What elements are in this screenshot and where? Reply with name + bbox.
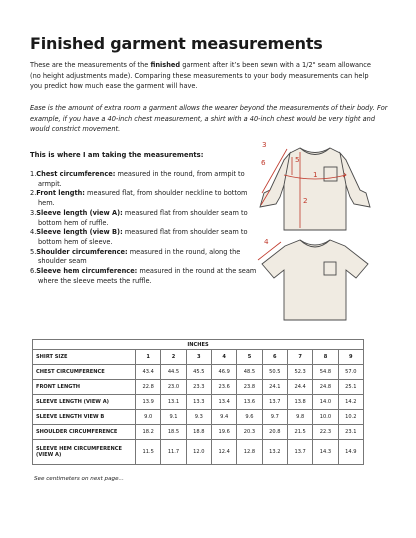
- label-3: 3: [262, 140, 267, 149]
- table-row: SHIRT SIZE 1 2 3 4 5 6 7 8 9: [33, 350, 364, 365]
- list-item: 3.Sleeve length (view A): measured flat from shoulder seam to bottom hem of ruffle.: [30, 208, 248, 227]
- table-row: SLEEVE HEM CIRCUMFERENCE (VIEW A) 11.5 11.7 12.0 12.4 12.8 13.2 13.7 14.3 14.9: [33, 440, 364, 465]
- label-5: 5: [295, 155, 300, 164]
- list-item: 5.Shoulder circumference: measured in the round, along the shoulder seam: [30, 247, 241, 266]
- label-4: 4: [264, 237, 269, 246]
- intro-paragraph: [30, 60, 382, 92]
- intro-text-1: These are the measurements of the: [30, 61, 151, 69]
- measurements-table: [32, 339, 364, 465]
- page-title: Finished garment measurements: [30, 34, 323, 53]
- list-heading: This is where I am taking the measurements:: [30, 151, 204, 159]
- list-item: 4.Sleeve length (view B): measured flat from shoulder seam to bottom hem of sleeve.: [30, 228, 248, 246]
- table-row: CHEST CIRCUMFERENCE 43.4 44.5 45.5 46.9 48.5 50.5 52.3 54.8 57.0: [33, 365, 364, 380]
- table-row: SLEEVE LENGTH VIEW B 9.0 9.1 9.3 9.4 9.6 9.7 9.8 10.0 10.2: [33, 410, 364, 425]
- ease-note: Ease is the amount of extra room a garment allows the wearer beyond the measurements of their body. For example, if you have a 40-inch chest measurement, a shirt with a 40-inch chest would be very tight and would constrict movement.: [30, 104, 388, 134]
- intro-bold-word: finished: [150, 61, 181, 69]
- list-item: 6.Sleeve hem circumference: measured in the round at the seam where the sleeve meets the ruffle.: [30, 267, 257, 285]
- table-row: SHOULDER CIRCUMFERENCE 18.2 18.5 18.8 19.6 20.3 20.8 21.5 22.3 23.1: [33, 425, 364, 440]
- measurements-list: [30, 170, 262, 286]
- table-row: FRONT LENGTH 22.8 23.0 23.3 23.6 23.8 24.1 24.4 24.8 25.1: [33, 380, 364, 395]
- view-b-shirt-illustration: [250, 232, 390, 332]
- view-a-shirt-illustration: [240, 135, 390, 235]
- footnote: See centimeters on next page...: [34, 476, 124, 482]
- label-1: 1: [313, 170, 318, 179]
- list-item: 2.Front length: measured flat, from shoulder neckline to bottom hem.: [30, 189, 248, 208]
- list-item: 1.Chest circumference: measured in the round, from armpit to armpit.: [30, 170, 245, 188]
- table-units-header: INCHES: [33, 340, 364, 350]
- label-6: 6: [261, 158, 266, 167]
- intro-text-2: garment after it’s been sewn with a 1/2" seam allowance (no height adjustments made). Comparing these measurements to your body measurements can help you predict how much ease the garment will have.: [30, 61, 371, 91]
- shirt-body-view-b: [262, 240, 368, 320]
- label-2: 2: [303, 196, 308, 205]
- shirt-body-view-a: [260, 148, 370, 230]
- table-row: SLEEVE LENGTH (VIEW A) 13.9 13.1 13.3 13.4 13.6 13.7 13.8 14.0 14.2: [33, 395, 364, 410]
